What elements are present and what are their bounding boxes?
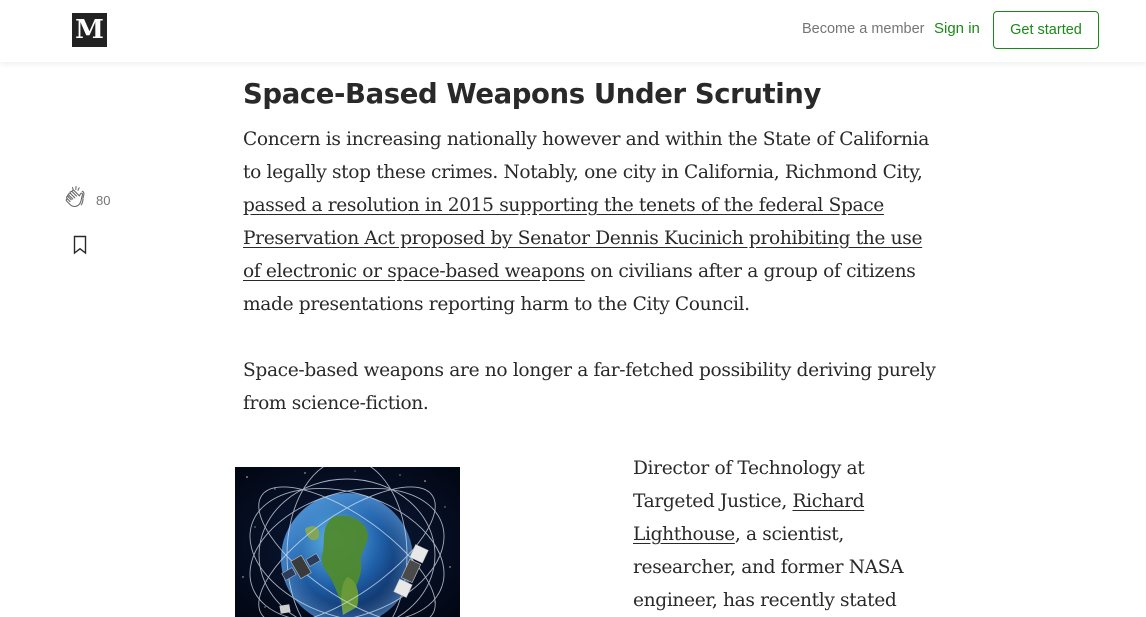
article-paragraph-2 bbox=[243, 354, 943, 420]
paragraph-text: Concern is increasing nationally however and within the State of California bbox=[243, 129, 929, 150]
richmond-resolution-link[interactable]: of electronic or space-based weapons bbox=[243, 261, 585, 282]
article-title: Space-Based Weapons Under Scrutiny bbox=[243, 78, 821, 110]
article-paragraph-3 bbox=[633, 452, 933, 617]
paragraph-text: Director of Technology at bbox=[633, 458, 865, 479]
paragraph-text: Space-based weapons are no longer a far-fetched possibility deriving purely bbox=[243, 360, 936, 381]
become-member-link[interactable]: Become a member bbox=[802, 21, 925, 37]
paragraph-text: made presentations reporting harm to the City Council. bbox=[243, 294, 750, 315]
bookmark-icon[interactable] bbox=[71, 235, 89, 255]
paragraph-text: researcher, and former NASA bbox=[633, 557, 904, 578]
paragraph-text: on civilians after a group of citizens bbox=[584, 261, 916, 282]
paragraph-text: Targeted Justice, bbox=[633, 491, 793, 512]
article-paragraph-1 bbox=[243, 123, 943, 321]
paragraph-text: , a scientist, bbox=[734, 524, 844, 545]
richard-lighthouse-link[interactable]: Richard bbox=[792, 491, 865, 512]
earth-satellites-image bbox=[235, 467, 460, 617]
paragraph-text: engineer, has recently stated bbox=[633, 590, 897, 611]
clap-icon[interactable] bbox=[63, 184, 89, 210]
richard-lighthouse-link[interactable]: Lighthouse bbox=[633, 524, 735, 545]
richmond-resolution-link[interactable]: passed a resolution in 2015 supporting the tenets of the federal Space bbox=[243, 195, 884, 216]
clap-count: 80 bbox=[96, 193, 111, 208]
richmond-resolution-link[interactable]: Preservation Act proposed by Senator Dennis Kucinich prohibiting the use bbox=[243, 228, 923, 249]
paragraph-text: to legally stop these crimes. Notably, one city in California, Richmond City, bbox=[243, 162, 923, 183]
sign-in-link[interactable]: Sign in bbox=[934, 20, 980, 37]
medium-logo[interactable]: M bbox=[72, 13, 107, 47]
get-started-button[interactable]: Get started bbox=[993, 11, 1099, 49]
top-bar bbox=[0, 0, 1146, 62]
paragraph-text: from science-fiction. bbox=[243, 393, 429, 414]
